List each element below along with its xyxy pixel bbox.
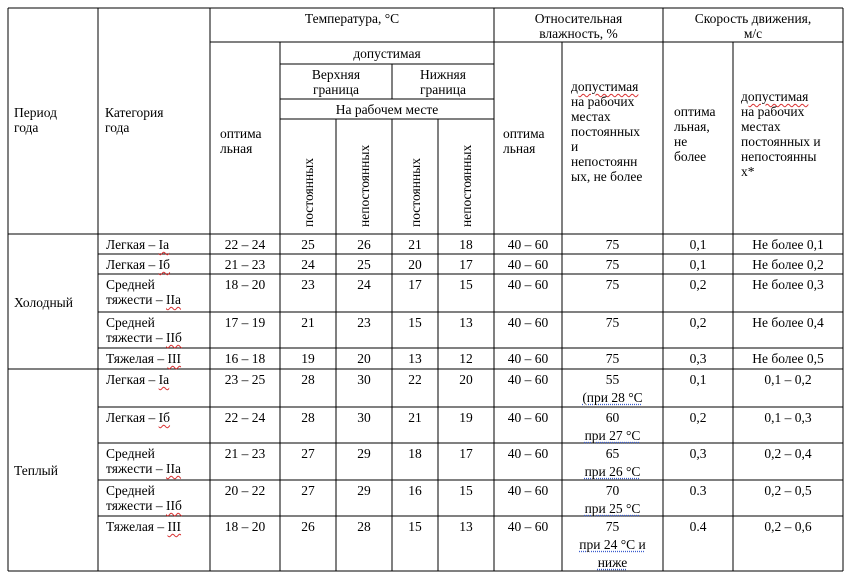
header-category-label: Категория [105,105,164,120]
cell-h-opt: 40 – 60 [507,257,549,272]
cell-t-opt: 21 – 23 [224,446,266,461]
category-prefix: Легкая – [106,257,159,272]
cell-t-lo-perm: 22 [408,372,422,387]
header-speed-allowed: х* [741,164,755,179]
header-upper-bound: граница [313,82,359,97]
cell-humidity-allowed: 55 [605,372,620,387]
category-prefix: тяжести – [106,330,167,345]
cell-t-opt: 16 – 18 [224,351,266,366]
cell-speed-optimal: 0,2 [689,277,707,292]
cell-humidity-allowed: 75 [605,237,620,252]
header-speed-optimal: не [674,134,688,149]
header-upper-permanent: постоянных [301,158,316,227]
period-name-warm: Теплый [14,463,58,478]
row-category [106,498,182,513]
header-humidity-allowed: постоянных [571,124,640,139]
cell-t-up-perm: 19 [301,351,315,366]
category-prefix: Тяжелая – [106,519,168,534]
row-category [106,519,181,534]
cell-humidity-allowed: (при 28 °С [582,390,643,405]
header-speed-optimal: льная, [674,119,710,134]
category-prefix: Легкая – [106,410,159,425]
cell-speed-optimal: 0,1 [689,237,707,252]
header-humidity-allowed: допустимая [571,79,639,94]
cell-t-lo-non: 15 [459,277,473,292]
header-speed-allowed: непостоянны [741,149,817,164]
category-code: Iа [158,237,170,252]
cell-t-up-perm: 28 [301,410,315,425]
header-upper-non-permanent: непостоянных [357,144,372,227]
row-category [106,257,170,272]
header-temp-optimal: льная [220,141,253,156]
row-category: Средней [106,277,155,292]
cell-speed-allowed: Не более 0,3 [752,277,824,292]
cell-speed-optimal: 0.3 [689,483,707,498]
category-prefix: тяжести – [106,461,167,476]
cell-t-lo-non: 19 [459,410,473,425]
row-category [106,410,170,425]
cell-speed-allowed: Не более 0,5 [752,351,824,366]
row-category [106,237,169,252]
cell-t-lo-perm: 17 [408,277,422,292]
cell-humidity-allowed: 65 [605,446,620,461]
cell-speed-allowed: 0,1 – 0,2 [764,372,812,387]
cell-humidity-allowed: 60 [605,410,620,425]
cell-t-opt: 17 – 19 [224,315,266,330]
cell-humidity-allowed: при 24 °С и [579,537,646,552]
cell-speed-allowed: 0,2 – 0,4 [764,446,812,461]
cell-t-lo-non: 18 [459,237,473,252]
cell-t-lo-perm: 21 [408,410,422,425]
row-category [106,292,181,307]
header-humidity-title: влажность, % [539,26,618,41]
category-code: Iб [158,410,171,425]
cell-t-lo-non: 13 [459,519,473,534]
row-category [106,330,182,345]
header-allowed-label: допустимая [353,46,421,61]
cell-t-up-non: 28 [357,519,371,534]
header-humidity-optimal: льная [503,141,536,156]
cell-h-opt: 40 – 60 [507,483,549,498]
cell-humidity-allowed: 75 [605,519,620,534]
header-humidity-allowed: на рабочих [571,94,635,109]
header-lower-bound: граница [420,82,466,97]
header-humidity-title: Относительная [534,11,623,26]
cell-speed-optimal: 0,2 [689,410,707,425]
cell-t-lo-non: 17 [459,446,473,461]
cell-t-lo-perm: 21 [408,237,422,252]
category-prefix: тяжести – [106,498,167,513]
period-name-cold: Холодный [14,295,73,310]
cell-t-lo-perm: 16 [408,483,422,498]
cell-t-lo-perm: 15 [408,519,422,534]
header-humidity-allowed: ых, не более [571,169,643,184]
cell-speed-optimal: 0,2 [689,315,707,330]
cell-t-opt: 23 – 25 [224,372,266,387]
header-speed-optimal: более [674,149,707,164]
cell-h-opt: 40 – 60 [507,446,549,461]
cell-speed-allowed: Не более 0,1 [752,237,824,252]
header-temperature-title: Температура, °С [304,11,400,26]
row-category: Средней [106,315,155,330]
cell-humidity-allowed: при 27 °С [584,428,641,443]
category-prefix: Легкая – [106,237,159,252]
cell-t-opt: 20 – 22 [224,483,266,498]
cell-t-up-perm: 21 [301,315,315,330]
cell-h-opt: 40 – 60 [507,351,549,366]
cell-t-up-non: 30 [357,372,371,387]
cell-speed-optimal: 0,3 [689,446,707,461]
cell-humidity-allowed: 75 [605,351,620,366]
header-humidity-allowed: и [571,139,579,154]
cell-t-up-perm: 23 [301,277,315,292]
row-category [106,372,169,387]
cell-h-opt: 40 – 60 [507,410,549,425]
cell-t-up-perm: 24 [301,257,315,272]
cell-t-up-non: 24 [357,277,371,292]
cell-speed-allowed: 0,2 – 0,5 [764,483,812,498]
cell-humidity-allowed: 75 [605,257,620,272]
cell-humidity-allowed: при 26 °С [584,464,641,479]
cell-humidity-allowed: 70 [605,483,620,498]
category-code: Iб [158,257,171,272]
cell-t-up-perm: 25 [301,237,315,252]
header-temp-optimal: оптима [220,126,262,141]
category-code: IIа [166,461,182,476]
cell-t-opt: 18 – 20 [224,277,266,292]
row-category: Средней [106,446,155,461]
cell-speed-optimal: 0,3 [689,351,707,366]
cell-h-opt: 40 – 60 [507,519,549,534]
header-speed-allowed: допустимая [741,89,809,104]
cell-t-up-perm: 27 [301,483,315,498]
category-code: III [167,351,182,366]
cell-speed-optimal: 0,1 [689,257,707,272]
cell-t-lo-non: 20 [459,372,473,387]
category-code: Iа [158,372,170,387]
header-lower-permanent: постоянных [408,158,423,227]
cell-humidity-allowed: 75 [605,277,620,292]
cell-t-lo-perm: 20 [408,257,422,272]
cell-humidity-allowed: 75 [605,315,620,330]
header-humidity-allowed: местах [571,109,611,124]
cell-t-up-non: 20 [357,351,371,366]
cell-t-opt: 22 – 24 [224,237,266,252]
header-period-label: года [14,120,39,135]
cell-t-up-non: 25 [357,257,371,272]
cell-t-opt: 21 – 23 [224,257,266,272]
cell-t-lo-perm: 15 [408,315,422,330]
category-code: IIб [166,498,182,513]
cell-t-opt: 22 – 24 [224,410,266,425]
header-at-workplace: На рабочем месте [335,102,439,117]
cell-speed-optimal: 0.4 [689,519,707,534]
cell-speed-allowed: Не более 0,4 [752,315,824,330]
row-category [106,461,181,476]
cell-speed-allowed: 0,2 – 0,6 [764,519,812,534]
category-prefix: тяжести – [106,292,167,307]
cell-t-up-non: 23 [357,315,371,330]
cell-t-up-non: 29 [357,483,371,498]
cell-t-lo-perm: 18 [408,446,422,461]
header-speed-allowed: местах [741,119,781,134]
header-humidity-allowed: непостоянн [571,154,638,169]
cell-t-up-non: 30 [357,410,371,425]
row-category: Средней [106,483,155,498]
header-upper-bound: Верхняя [311,67,361,82]
header-speed-optimal: оптима [674,104,716,119]
cell-t-lo-non: 17 [459,257,473,272]
cell-t-up-perm: 27 [301,446,315,461]
cell-h-opt: 40 – 60 [507,277,549,292]
cell-t-up-non: 26 [357,237,371,252]
cell-h-opt: 40 – 60 [507,372,549,387]
cell-h-opt: 40 – 60 [507,237,549,252]
header-humidity-optimal: оптима [503,126,545,141]
cell-t-up-non: 29 [357,446,371,461]
category-code: IIб [166,330,182,345]
cell-t-up-perm: 28 [301,372,315,387]
cell-t-lo-non: 12 [459,351,473,366]
header-category-label: года [105,120,130,135]
cell-speed-optimal: 0,1 [689,372,707,387]
header-speed-allowed: постоянных и [741,134,821,149]
cell-t-lo-perm: 13 [408,351,422,366]
row-category [106,351,181,366]
category-prefix: Тяжелая – [106,351,168,366]
cell-h-opt: 40 – 60 [507,315,549,330]
category-prefix: Легкая – [106,372,159,387]
category-code: III [167,519,182,534]
cell-speed-allowed: Не более 0,2 [752,257,824,272]
cell-t-lo-non: 13 [459,315,473,330]
cell-humidity-allowed: ниже [597,555,628,570]
cell-t-up-perm: 26 [301,519,315,534]
header-speed-title: Скорость движения, [694,11,812,26]
cell-t-opt: 18 – 20 [224,519,266,534]
cell-t-lo-non: 15 [459,483,473,498]
header-period-label: Период [14,105,57,120]
header-lower-non-permanent: непостоянных [459,144,474,227]
cell-humidity-allowed: при 25 °С [584,501,641,516]
header-speed-allowed: на рабочих [741,104,805,119]
header-speed-title: м/с [743,26,763,41]
header-lower-bound: Нижняя [420,67,466,82]
category-code: IIа [166,292,182,307]
cell-speed-allowed: 0,1 – 0,3 [764,410,812,425]
